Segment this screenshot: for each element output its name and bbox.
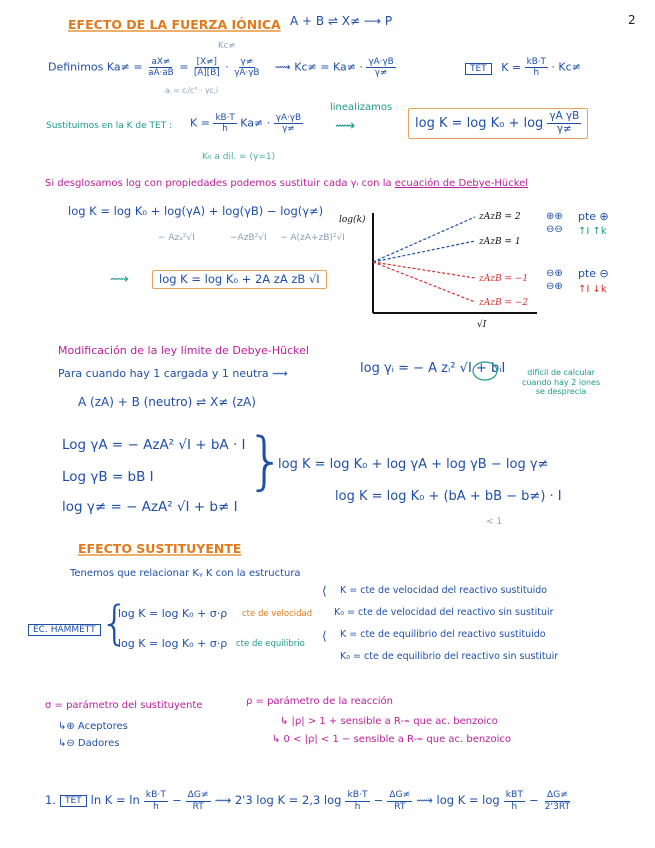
one-charged-one-neutral: Para cuando hay 1 cargada y 1 neutra ⟿ <box>58 367 288 380</box>
label-zazb-1: zAzB = 1 <box>479 237 521 247</box>
frac-den: h <box>222 124 228 135</box>
sustituimos-label: Sustituimos en la K de TET : <box>46 121 173 131</box>
reaction-charged-neutral: A (zA) + B (neutro) ⇌ X≠ (zA) <box>78 395 256 409</box>
line-zazb-m2 <box>373 262 475 302</box>
log-gamma-b: Log γB = bB I <box>62 469 154 485</box>
brace: } <box>246 424 286 497</box>
frac-dg-rt-1 <box>186 790 211 812</box>
linealizamos-label: linealizamos <box>330 102 393 113</box>
frac-den: aA·aB <box>148 68 174 79</box>
frac-den: [A][B] <box>193 68 220 79</box>
bi-circle <box>470 360 500 382</box>
definimos-label: Definimos Ka≠ = <box>48 60 143 74</box>
item-number: 1. <box>45 793 56 808</box>
hammett-brace: { <box>100 596 130 650</box>
ka-definition: Definimos Ka≠ = $\frac{aX\ne}{aA\cdot aB}$ = $\frac{[X\ne]}{[A][B]}$ · $\frac{\gamma\ne}{\gamma A\cdot\gamma B}$ <box>48 57 260 79</box>
log-k-result-box <box>408 108 588 139</box>
log-box-fraction <box>547 111 581 136</box>
substitution-equation <box>190 113 303 134</box>
k0-note: K₀ a dil. ∞ (γ=1) <box>202 152 276 162</box>
frac-num: kB·T <box>347 789 368 800</box>
frac-dg-rt-2 <box>387 790 412 812</box>
section-title-substituent: EFECTO SUSTITUYENTE <box>78 541 242 556</box>
frac-den: h <box>511 800 518 812</box>
final-log-k: ⟿ log K = log <box>416 793 500 808</box>
line-zazb-m1 <box>373 262 475 278</box>
log10-conversion: ⟿ 2'3 log K = 2,3 log <box>214 793 342 808</box>
rate-const-note: cte de velocidad <box>242 609 313 619</box>
frac-kbt-h-3 <box>504 790 525 812</box>
bracket-2: ⟨ <box>322 629 327 643</box>
debye-huckel-intro <box>45 178 528 190</box>
legend-positive-charges: ⊕⊕ ⊖⊖ <box>546 211 563 235</box>
frac-num: ΔG≠ <box>389 789 411 800</box>
frac-num: γA·γB <box>275 113 301 123</box>
lt-one-note: < 1 <box>486 517 503 527</box>
frac-num: γA·γB <box>368 57 394 67</box>
gamma-ts-sub: − A(zA+zB)²√I <box>280 233 345 243</box>
frac-num: ΔG≠ <box>546 789 568 800</box>
subst-eq-text: K = <box>190 116 210 130</box>
subst-fraction-2 <box>274 113 303 134</box>
rho-definition: ρ = parámetro de la reacción <box>246 696 393 707</box>
minus-1: − <box>171 793 182 808</box>
subst-mid: Ka≠ · <box>240 116 271 130</box>
log-k-sum: log K = log K₀ + log γA + log γB − log γ≠ <box>278 457 549 472</box>
frac-den: γA·γB <box>234 68 260 79</box>
frac-den: γ≠ <box>374 68 388 79</box>
rho-gt-one: ↳ |ρ| > 1 + sensible a R-⌁ que ac. benzoico <box>280 716 498 727</box>
legend-negative-charges: ⊖⊕ ⊖⊕ <box>546 268 563 292</box>
section-title-ionic-strength: EFECTO DE LA FUERZA IÓNICA <box>68 17 281 32</box>
frac-num: aX≠ <box>151 57 171 67</box>
frac-num: kB·T <box>145 789 166 800</box>
kc-eq-text: ⟿ Kc≠ = Ka≠ · <box>275 60 363 74</box>
squiggle-arrow-2: ⟿ <box>110 272 129 287</box>
activity-note: aᵢ = cᵢ/c° · γc,i <box>165 86 219 95</box>
tet-label: TET <box>465 63 492 75</box>
hammett-eq-eq: log K = log K₀ + σ·ρ <box>118 637 228 650</box>
line-zazb-1 <box>373 241 475 262</box>
log-k-linear-i: log K = log K₀ + (bA + bB − b≠) · I <box>335 489 562 504</box>
tet-fraction <box>525 57 548 78</box>
label-zazb-2: zAzB = 2 <box>479 212 521 222</box>
hammett-label: EC. HAMMETT <box>28 624 101 636</box>
tet-label-2: TET <box>60 795 87 807</box>
legend-negative-label: pte ⊖ <box>578 267 609 280</box>
sigma-donors: ↳⊖ Dadores <box>58 738 120 749</box>
tet-equation <box>465 57 581 78</box>
def-k-eq: K = cte de equilibrio del reactivo sustituido <box>340 629 546 640</box>
frac-den: RT <box>192 800 204 812</box>
eq-const-note: cte de equilibrio <box>236 639 305 649</box>
frac-num: kB·T <box>526 57 546 67</box>
label-zazb-m2: zAzB = −2 <box>479 298 529 308</box>
frac-kbt-h-2 <box>345 790 369 812</box>
y-axis-label: log(k) <box>339 215 366 225</box>
frac-den: h <box>533 68 540 79</box>
frac-num: γA γB <box>549 110 580 122</box>
frac-den: h <box>354 800 361 812</box>
line-zazb-2 <box>373 217 475 262</box>
sigma-definition: σ = parámetro del sustituyente <box>45 700 203 711</box>
bracket-1: ⟨ <box>322 584 327 598</box>
frac-den: γ≠ <box>556 122 572 135</box>
debye-huckel-result: log K = log K₀ + 2A zA zB √I <box>152 270 327 289</box>
rho-lt-one: ↳ 0 < |ρ| < 1 − sensible a R-⌁ que ac. benzoico <box>272 734 511 745</box>
tet-derivation <box>45 790 572 812</box>
gamma-a-sub: − Azₐ²√I <box>158 233 195 243</box>
intro-text: Si desglosamos log con propiedades podemos sustituir cada γᵢ con la <box>45 178 395 189</box>
label-zazb-m1: zAzB = −1 <box>479 274 529 284</box>
kc-equation <box>275 57 396 78</box>
legend-positive-label: pte ⊕ <box>578 210 609 223</box>
kc-note: Kc≠ <box>218 41 236 51</box>
frac-num: kB·T <box>215 113 235 123</box>
subst-fraction-1 <box>213 113 236 134</box>
def-k-rate: K = cte de velocidad del reactivo sustituido <box>340 585 548 596</box>
def-k0-eq: K₀ = cte de equilibrio del reactivo sin sustituir <box>340 651 559 662</box>
activity-fraction <box>146 57 176 78</box>
def-k0-rate: K₀ = cte de velocidad del reactivo sin sustituir <box>334 607 554 618</box>
sigma-acceptors: ↳⊕ Aceptores <box>58 721 128 732</box>
frac-den: h <box>152 800 159 812</box>
frac-kbt-h-1 <box>144 790 168 812</box>
tet-eq-text: K = <box>501 60 522 74</box>
frac-dg-23rt <box>543 790 573 812</box>
intro-underlined: ecuación de Debye-Hückel <box>394 178 529 189</box>
hammett-rate-eq: log K = log K₀ + σ·ρ <box>118 607 228 620</box>
frac-num: ΔG≠ <box>187 789 209 800</box>
modification-title: Modificación de la ley límite de Debye-Hückel <box>58 344 309 357</box>
bi-note: difícil de calcular cuando hay 2 iones se desprecia <box>522 368 601 397</box>
concentration-fraction <box>192 57 222 78</box>
frac-den: γ≠ <box>282 124 295 135</box>
log-k-vs-sqrt-i-plot <box>337 205 542 330</box>
legend-positive-arrows: ↑I ↑k <box>578 226 607 237</box>
frac-num: kBT <box>505 789 523 800</box>
extended-debye-huckel: log γᵢ = − A zᵢ² √I + bᵢI <box>360 361 506 376</box>
log-gamma-a: Log γA = − AzA² √I + bA · I <box>62 437 246 453</box>
ln-k-text: ln K = ln <box>90 793 140 808</box>
reaction-scheme: A + B ⇌ X≠ ⟶ P <box>290 14 393 28</box>
tet-tail: · Kc≠ <box>551 60 581 74</box>
relate-k-structure: Tenemos que relacionar Kᵧ K con la estructura <box>70 568 301 579</box>
squiggle-arrow: ⟿ <box>335 118 356 134</box>
minus-2: − <box>373 793 384 808</box>
frac-num: γ≠ <box>240 57 254 67</box>
frac-num: [X≠] <box>196 57 217 67</box>
gamma-fraction <box>232 57 261 78</box>
frac-den: 2'3RT <box>544 800 571 812</box>
log-box-text: log K = log K₀ + log <box>415 115 544 131</box>
page-number: 2 <box>628 13 636 27</box>
x-axis-label: √I <box>477 320 487 330</box>
gamma-b-sub: −AzB²√I <box>230 233 267 243</box>
minus-3: − <box>528 793 539 808</box>
kc-fraction <box>366 57 395 78</box>
log-k-expansion: log K = log K₀ + log(γA) + log(γB) − log(γ≠) <box>68 204 324 218</box>
legend-negative-arrows: ↑I ↓k <box>578 284 607 295</box>
log-gamma-ts: log γ≠ = − AzA² √I + b≠ I <box>62 499 238 515</box>
frac-den: RT <box>394 800 406 812</box>
